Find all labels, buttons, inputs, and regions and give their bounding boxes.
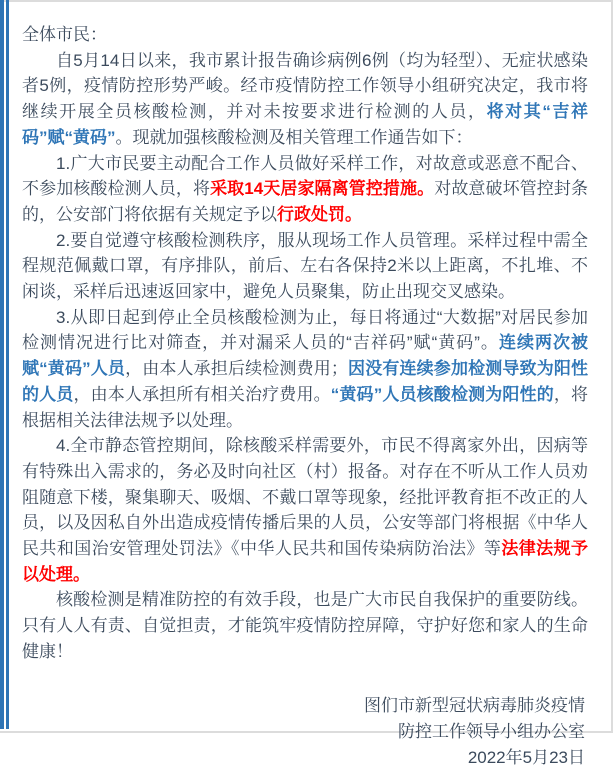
left-accent-bar-inner (6, 0, 9, 729)
paragraph (22, 151, 588, 228)
text-run: 3.从即日起到停止全员核酸检测为止，每日将通过“大数据”对居民参加检测情况进行比对筛查，并对漏采人员的“吉祥码”赋“黄码”。 (22, 307, 588, 353)
paragraph (22, 433, 588, 587)
text-run: 对故意破坏管控封条的，公安部门将依据有关规定予以 (22, 179, 589, 224)
paragraph (22, 48, 588, 151)
paragraph (22, 228, 588, 305)
highlight-blue-run: 因没有连续参加检测导致为阳性的人员 (22, 359, 589, 404)
signature-org-line-2: 防控工作领导小组办公室 (398, 721, 585, 741)
notice-content (22, 22, 588, 771)
left-accent-bar-outer (0, 0, 4, 729)
signature-date: 2022年5月23日 (467, 748, 585, 768)
text-run: ，将根据相关法律法规予以处理。 (22, 384, 589, 430)
text-run: ，由本人承担所有相关治疗费用。 (73, 384, 331, 404)
text-run: 自5月14日以来，我市累计报告确诊病例6例（均为轻型）、无症状感染者5例，疫情防控形势严峻。经市疫情防控工作领导小组研究决定，我市将继续开展全员核酸检测，并对未按要求进行检测的人员， (22, 50, 588, 122)
signature-block (22, 693, 588, 771)
document-body (22, 48, 588, 665)
highlight-red-run: 法律法规予以处理。 (22, 539, 588, 584)
paragraph (22, 305, 588, 434)
highlight-red-run: 行政处罚。 (277, 204, 362, 224)
paragraph (22, 587, 588, 664)
text-run: 4.全市静态管控期间，除核酸采样需要外，市民不得离家外出，因病等有特殊出入需求的，务必及时向社区（村）报备。对存在不听从工作人员劝阻随意下楼，聚集聊天、吸烟、不戴口罩等现象，经批评教育拒不改正的人员，以及因私自外出造成疫情传播后果的人员，公安等部门将根据《中华人民共和国治安管理处罚法》《中华人民共和国传染病防治法》等 (22, 436, 588, 559)
text-run: 1.广大市民要主动配合工作人员做好采样工作，对故意或恶意不配合、不参加核酸检测人员，将 (22, 153, 588, 199)
signature-org-line-1: 图们市新型冠状病毒肺炎疫情 (364, 695, 585, 715)
text-run: ，由本人承担后续检测费用； (125, 359, 348, 379)
salutation: 全体市民： (22, 25, 107, 44)
text-run: 。现就加强核酸检测及相关管理工作通告如下： (115, 127, 473, 147)
highlight-blue-run: “黄码”人员核酸检测为阳性的 (330, 384, 554, 404)
text-run: 核酸检测是精准防控的有效手段，也是广大市民自我保护的重要防线。只有人人有责、自觉担责，才能筑牢疫情防控屏障，守护好您和家人的生命健康！ (22, 590, 588, 661)
text-run: 2.要自觉遵守核酸检测秩序，服从现场工作人员管理。采样过程中需全程规范佩戴口罩，有序排队，前后、左右各保持2米以上距离，不扎堆、不闲谈，采样后迅速返回家中，避免人员聚集，防止出现交叉感染。 (22, 230, 588, 302)
highlight-blue-run: 将对其“吉祥码”赋“黄码” (22, 102, 589, 147)
highlight-blue-run: 连续两次被赋“黄码”人员 (22, 333, 588, 379)
highlight-red-run: 采取14天居家隔离管控措施。 (210, 179, 435, 199)
